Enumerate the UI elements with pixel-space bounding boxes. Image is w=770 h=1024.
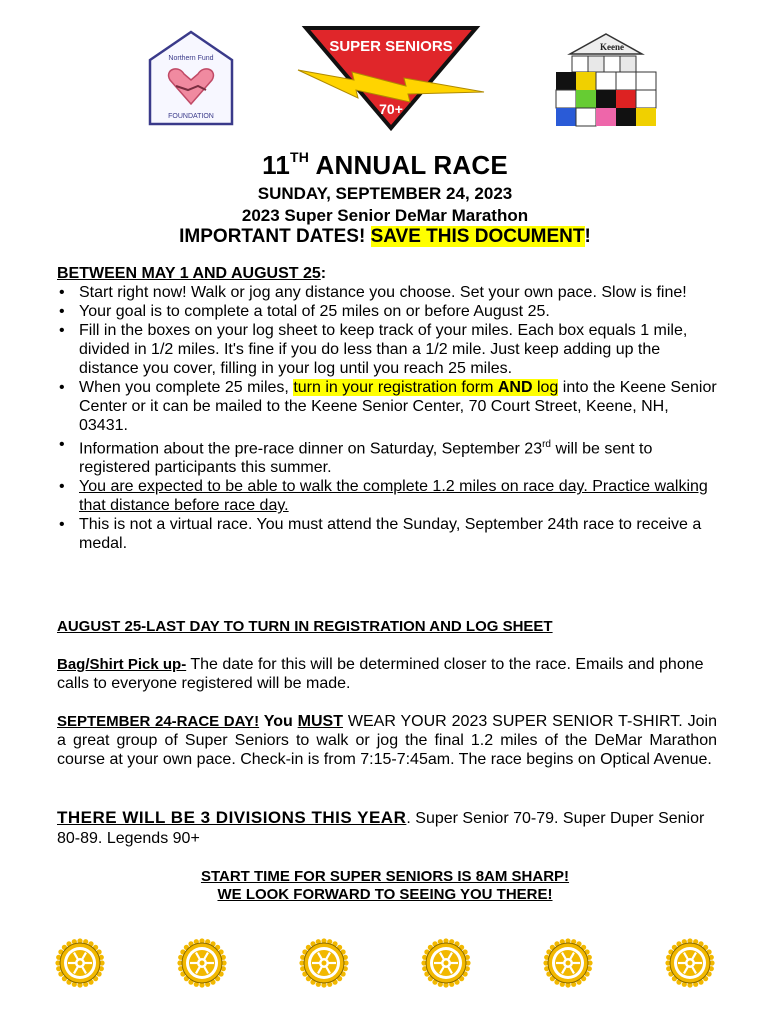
list-item: • Start right now! Walk or jog any distance you choose. Set your own pace. Slow is fine! — [57, 283, 717, 302]
list-item: • Fill in the boxes on your log sheet to keep track of your miles. Each box equals 1 mile, divided in 1/2 miles. It's fine if you do less than a 1/2 mile. Just keep adding up the distance you cover, filling in your log until you reach 25 miles. — [57, 321, 717, 378]
instructions-list — [57, 283, 717, 553]
rotary-wheel-icon — [177, 938, 227, 988]
keene-logo — [550, 32, 662, 132]
registration-highlight: turn in your registration form AND log — [293, 379, 559, 396]
deadline-line: AUGUST 25-LAST DAY TO TURN IN REGISTRATION AND LOG SHEET — [57, 618, 553, 635]
closing-line: WE LOOK FORWARD TO SEEING YOU THERE! — [217, 886, 553, 903]
svg-text:Keene: Keene — [600, 42, 624, 52]
list-item: • You are expected to be able to walk the complete 1.2 miles on race day. Practice walking that distance before race day. — [57, 477, 717, 515]
list-item: • Information about the pre-race dinner on Saturday, September 23rd will be sent to registered participants this summer. — [57, 435, 717, 477]
rotary-wheel-icon — [421, 938, 471, 988]
super-seniors-logo — [296, 22, 486, 132]
section-heading: BETWEEN MAY 1 AND AUGUST 25: — [57, 265, 327, 282]
list-item: • Your goal is to complete a total of 25 miles on or before August 25. — [57, 302, 717, 321]
race-name: 2023 Super Senior DeMar Marathon — [241, 206, 529, 225]
divisions-paragraph: THERE WILL BE 3 DIVISIONS THIS YEAR. Super Senior 70-79. Super Duper Senior 80-89. Legends 90+ — [57, 808, 705, 847]
rotary-wheel-icon — [665, 938, 715, 988]
race-date: SUNDAY, SEPTEMBER 24, 2023 — [257, 184, 513, 203]
svg-text:SUPER SENIORS: SUPER SENIORS — [329, 38, 453, 55]
list-item: • This is not a virtual race. You must attend the Sunday, September 24th race to receive a medal. — [57, 515, 717, 553]
rotary-wheel-icon — [299, 938, 349, 988]
svg-text:Northern Fund: Northern Fund — [168, 55, 214, 62]
save-document-highlight: SAVE THIS DOCUMENT — [370, 226, 585, 247]
divisions-label: THERE WILL BE 3 DIVISIONS THIS YEAR — [57, 808, 407, 827]
svg-text:FOUNDATION: FOUNDATION — [168, 113, 214, 120]
page-title: 11TH ANNUAL RACE — [262, 149, 508, 180]
list-item: • When you complete 25 miles, turn in your registration form AND log into the Keene Senior Center or it can be mailed to the Keene Senior Center, 70 Court Street, Keene, NH, 03431. — [57, 378, 717, 435]
important-dates-line: IMPORTANT DATES! SAVE THIS DOCUMENT! — [179, 226, 591, 247]
race-day-label: SEPTEMBER 24-RACE DAY! — [57, 713, 260, 730]
may-august-section — [57, 264, 717, 553]
rotary-wheel-icon — [55, 938, 105, 988]
race-day-paragraph: SEPTEMBER 24-RACE DAY! You MUST WEAR YOUR 2023 SUPER SENIOR T-SHIRT. Join a great group of Super Seniors to walk or jog the final 1.2 miles of the DeMar Marathon course at your own pace. Check-in is from 7:15-7:45am. The race begins on Optical Avenue. — [57, 713, 718, 768]
bag-pickup-label: Bag/Shirt Pick up- — [57, 656, 187, 673]
rotary-wheel-icon — [543, 938, 593, 988]
bag-pickup-paragraph: Bag/Shirt Pick up- The date for this will be determined closer to the race. Emails and phone calls to everyone registered will be made. — [57, 656, 704, 692]
foundation-logo — [146, 28, 236, 128]
svg-text:70+: 70+ — [379, 101, 403, 117]
start-time-line: START TIME FOR SUPER SENIORS IS 8AM SHARP! — [200, 868, 570, 885]
